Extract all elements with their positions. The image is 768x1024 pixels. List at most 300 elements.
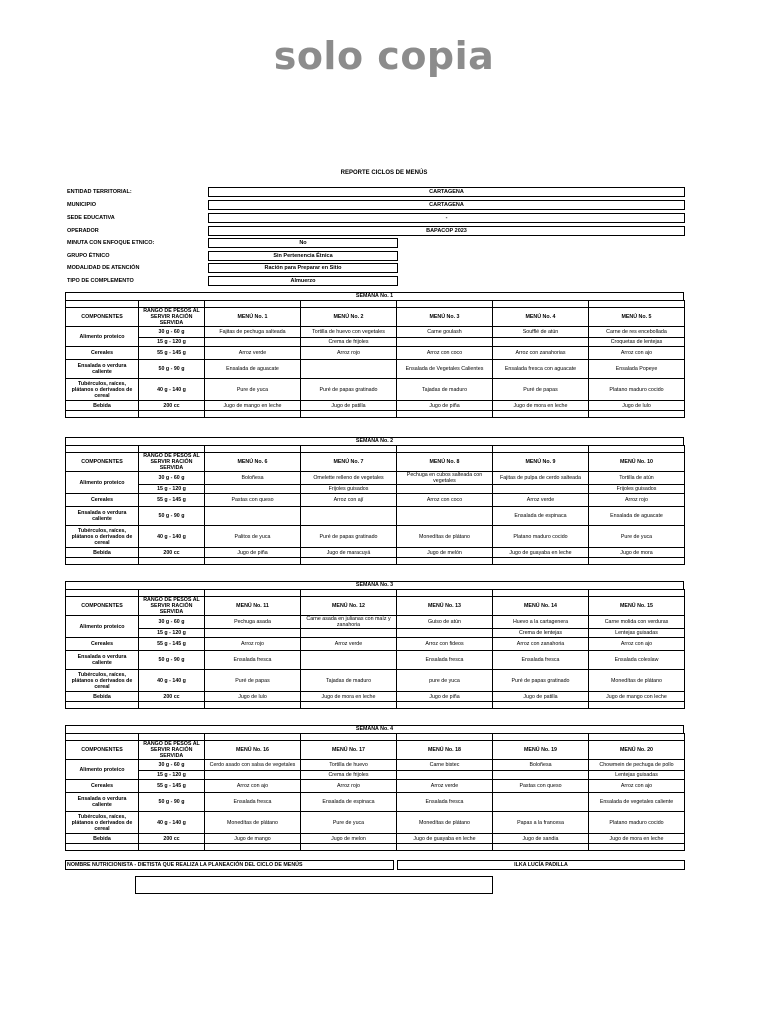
menu-header: MENÚ No. 15 bbox=[589, 597, 685, 616]
component-label: Alimento proteico bbox=[66, 760, 139, 780]
dish-cell: Arroz verde bbox=[301, 638, 397, 651]
empty-cell bbox=[205, 411, 301, 418]
dish-cell: Pastas con queso bbox=[493, 780, 589, 793]
dish-cell bbox=[205, 507, 301, 526]
dish-cell: Arroz verde bbox=[205, 347, 301, 360]
dish-cell: Ensalada de espinaca bbox=[493, 507, 589, 526]
dish-cell: Arroz rojo bbox=[205, 638, 301, 651]
dish-cell: pure de yuca bbox=[397, 670, 493, 692]
dish-cell: Tajadas de maduro bbox=[397, 379, 493, 401]
dish-cell: Jugo de guayaba en leche bbox=[397, 834, 493, 844]
range-cell: 50 g - 90 g bbox=[139, 507, 205, 526]
spacer-row bbox=[66, 301, 685, 308]
info-label: MODALIDAD DE ATENCIÓN bbox=[67, 265, 140, 271]
range-cell: 40 g - 140 g bbox=[139, 379, 205, 401]
watermark-text: solo copia bbox=[273, 34, 495, 78]
component-label: Bebida bbox=[66, 692, 139, 702]
empty-cell bbox=[66, 558, 139, 565]
component-label: Alimento proteico bbox=[66, 616, 139, 638]
range-cell: 30 g - 60 g bbox=[139, 472, 205, 485]
week-block bbox=[65, 437, 684, 565]
component-label: Bebida bbox=[66, 548, 139, 558]
table-row bbox=[66, 793, 685, 812]
table-row bbox=[66, 812, 685, 834]
dish-cell bbox=[493, 793, 589, 812]
empty-cell bbox=[397, 734, 493, 741]
spacer-row bbox=[66, 590, 685, 597]
table-row bbox=[66, 360, 685, 379]
spacer-row bbox=[66, 702, 685, 709]
empty-cell bbox=[139, 301, 205, 308]
dish-cell: Arroz con ají bbox=[301, 494, 397, 507]
info-row bbox=[67, 187, 687, 197]
empty-cell bbox=[139, 411, 205, 418]
dish-cell: Monedítas de plátano bbox=[397, 812, 493, 834]
info-row bbox=[67, 238, 687, 248]
table-row bbox=[66, 780, 685, 793]
menu-table bbox=[65, 445, 685, 565]
table-header-row bbox=[66, 741, 685, 760]
dish-cell: Jugo de patilla bbox=[301, 401, 397, 411]
col-components-header: COMPONENTES bbox=[66, 597, 139, 616]
info-row bbox=[67, 226, 687, 236]
dish-cell: Ensalada fresca bbox=[397, 651, 493, 670]
dish-cell bbox=[397, 629, 493, 638]
dish-cell: Crema de frijoles bbox=[301, 771, 397, 780]
empty-cell bbox=[205, 446, 301, 453]
table-row bbox=[66, 616, 685, 629]
table-row bbox=[66, 638, 685, 651]
table-row bbox=[66, 548, 685, 558]
range-cell: 15 g - 120 g bbox=[139, 485, 205, 494]
menu-header: MENÚ No. 11 bbox=[205, 597, 301, 616]
dish-cell: Monedítas de plátano bbox=[589, 670, 685, 692]
dish-cell: Pure de yuca bbox=[589, 526, 685, 548]
dish-cell: Arroz con coco bbox=[397, 494, 493, 507]
range-cell: 55 g - 145 g bbox=[139, 638, 205, 651]
info-label: TIPO DE COMPLEMENTO bbox=[67, 278, 134, 284]
menu-header: MENÚ No. 1 bbox=[205, 308, 301, 327]
week-block bbox=[65, 581, 684, 709]
dish-cell: Jugo de mora en leche bbox=[493, 401, 589, 411]
dish-cell bbox=[301, 629, 397, 638]
table-row bbox=[66, 338, 685, 347]
menu-header: MENÚ No. 5 bbox=[589, 308, 685, 327]
dish-cell: Arroz verde bbox=[493, 494, 589, 507]
empty-cell bbox=[301, 558, 397, 565]
dish-cell: Papas a la francesa bbox=[493, 812, 589, 834]
dish-cell: Frijoles guisados bbox=[301, 485, 397, 494]
empty-cell bbox=[139, 844, 205, 851]
spacer-row bbox=[66, 558, 685, 565]
range-cell: 50 g - 90 g bbox=[139, 793, 205, 812]
info-value: BAPACOP 2023 bbox=[208, 226, 685, 236]
range-cell: 50 g - 90 g bbox=[139, 651, 205, 670]
empty-cell bbox=[205, 844, 301, 851]
dish-cell: Ensalada de vegetales caliente bbox=[589, 793, 685, 812]
empty-cell bbox=[66, 301, 139, 308]
table-row bbox=[66, 692, 685, 702]
dish-cell: Puré de papas gratinado bbox=[301, 379, 397, 401]
spacer-row bbox=[66, 734, 685, 741]
dish-cell: Ensalada de espinaca bbox=[301, 793, 397, 812]
range-cell: 55 g - 145 g bbox=[139, 780, 205, 793]
week-title: SEMANA No. 3 bbox=[65, 581, 684, 589]
empty-cell bbox=[397, 702, 493, 709]
dish-cell: Ensalada fresca bbox=[205, 651, 301, 670]
dish-cell: Tajadas de maduro bbox=[301, 670, 397, 692]
menu-header: MENÚ No. 13 bbox=[397, 597, 493, 616]
empty-cell bbox=[589, 301, 685, 308]
component-label: Cereales bbox=[66, 780, 139, 793]
menu-header: MENÚ No. 16 bbox=[205, 741, 301, 760]
dish-cell bbox=[397, 507, 493, 526]
empty-cell bbox=[493, 558, 589, 565]
empty-cell bbox=[301, 446, 397, 453]
nutritionist-name: ILKA LUCÍA PADILLA bbox=[397, 860, 685, 870]
dish-cell: Ensalada fresca bbox=[493, 651, 589, 670]
info-label: GRUPO ÉTNICO bbox=[67, 253, 110, 259]
dish-cell: Jugo de mora en leche bbox=[301, 692, 397, 702]
empty-cell bbox=[66, 844, 139, 851]
component-label: Ensalada o verdura caliente bbox=[66, 360, 139, 379]
component-label: Ensalada o verdura caliente bbox=[66, 507, 139, 526]
dish-cell: Carne goulash bbox=[397, 327, 493, 338]
empty-cell bbox=[139, 446, 205, 453]
dish-cell bbox=[493, 771, 589, 780]
dish-cell: Pure de yuca bbox=[301, 812, 397, 834]
component-label: Cereales bbox=[66, 494, 139, 507]
dish-cell: Jugo de patilla bbox=[493, 692, 589, 702]
empty-cell bbox=[205, 301, 301, 308]
dish-cell: Ensalada fresca bbox=[205, 793, 301, 812]
empty-cell bbox=[301, 702, 397, 709]
dish-cell: Monedítas de plátano bbox=[205, 812, 301, 834]
range-cell: 200 cc bbox=[139, 692, 205, 702]
dish-cell: Crema de lentejas bbox=[493, 629, 589, 638]
dish-cell: Guiso de atún bbox=[397, 616, 493, 629]
empty-cell bbox=[589, 411, 685, 418]
dish-cell: Pechuga asada bbox=[205, 616, 301, 629]
dish-cell: Jugo de lulo bbox=[589, 401, 685, 411]
empty-cell bbox=[397, 558, 493, 565]
dish-cell: Cerdo asado con salsa de vegetales bbox=[205, 760, 301, 771]
range-cell: 40 g - 140 g bbox=[139, 812, 205, 834]
week-block bbox=[65, 292, 684, 418]
dish-cell: Huevo a la cartagenera bbox=[493, 616, 589, 629]
dish-cell: Ensalada de Vegetales Calientes bbox=[397, 360, 493, 379]
empty-cell bbox=[66, 411, 139, 418]
dish-cell: Arroz con ajo bbox=[205, 780, 301, 793]
empty-cell bbox=[589, 590, 685, 597]
menu-header: MENÚ No. 7 bbox=[301, 453, 397, 472]
col-components-header: COMPONENTES bbox=[66, 308, 139, 327]
table-row bbox=[66, 327, 685, 338]
dish-cell bbox=[397, 771, 493, 780]
dish-cell: Carne de res encebollada bbox=[589, 327, 685, 338]
info-value: Sin Pertenencia Étnica bbox=[208, 251, 398, 261]
dish-cell: Tortilla de huevo con vegetales bbox=[301, 327, 397, 338]
empty-cell bbox=[139, 702, 205, 709]
empty-cell bbox=[66, 702, 139, 709]
dish-cell: Arroz rojo bbox=[301, 780, 397, 793]
menu-header: MENÚ No. 20 bbox=[589, 741, 685, 760]
empty-cell bbox=[397, 844, 493, 851]
signature-box bbox=[135, 876, 493, 894]
dish-cell: Platano maduro cocido bbox=[589, 379, 685, 401]
dish-cell: Fajitas de pechuga salteada bbox=[205, 327, 301, 338]
dish-cell: Pure de yuca bbox=[205, 379, 301, 401]
col-components-header: COMPONENTES bbox=[66, 453, 139, 472]
dish-cell: Arroz con ajo bbox=[589, 347, 685, 360]
empty-cell bbox=[589, 558, 685, 565]
info-value: - bbox=[208, 213, 685, 223]
table-row bbox=[66, 347, 685, 360]
dish-cell: Arroz con zanahoria bbox=[493, 638, 589, 651]
table-header-row bbox=[66, 453, 685, 472]
range-cell: 15 g - 120 g bbox=[139, 338, 205, 347]
empty-cell bbox=[493, 446, 589, 453]
report-title: REPORTE CICLOS DE MENÚS bbox=[340, 170, 428, 176]
dish-cell: Jugo de piña bbox=[397, 692, 493, 702]
dish-cell: Arroz verde bbox=[397, 780, 493, 793]
table-row bbox=[66, 771, 685, 780]
dish-cell: Carne asada en julianas con maíz y zanahoria bbox=[301, 616, 397, 629]
menu-header: MENÚ No. 9 bbox=[493, 453, 589, 472]
menu-header: MENÚ No. 14 bbox=[493, 597, 589, 616]
dish-cell bbox=[301, 360, 397, 379]
menu-header: MENÚ No. 10 bbox=[589, 453, 685, 472]
dish-cell: Carne molida con verduras bbox=[589, 616, 685, 629]
week-title: SEMANA No. 1 bbox=[65, 292, 684, 300]
empty-cell bbox=[139, 734, 205, 741]
range-cell: 40 g - 140 g bbox=[139, 670, 205, 692]
dish-cell bbox=[397, 485, 493, 494]
empty-cell bbox=[139, 558, 205, 565]
dish-cell: Jugo de guayaba en leche bbox=[493, 548, 589, 558]
info-value: CARTAGENA bbox=[208, 200, 685, 210]
dish-cell: Arroz rojo bbox=[301, 347, 397, 360]
menu-header: MENÚ No. 12 bbox=[301, 597, 397, 616]
dish-cell: Carne bistec bbox=[397, 760, 493, 771]
empty-cell bbox=[589, 734, 685, 741]
empty-cell bbox=[205, 734, 301, 741]
table-row bbox=[66, 629, 685, 638]
component-label: Tubérculos, raíces, plátanos o derivados de cereal bbox=[66, 379, 139, 401]
spacer-row bbox=[66, 446, 685, 453]
empty-cell bbox=[397, 411, 493, 418]
col-range-header: RANGO DE PESOS AL SERVIR RACIÓN SERVIDA bbox=[139, 597, 205, 616]
menu-header: MENÚ No. 18 bbox=[397, 741, 493, 760]
dish-cell: Croquetas de lentejas bbox=[589, 338, 685, 347]
menu-header: MENÚ No. 17 bbox=[301, 741, 397, 760]
dish-cell: Lentejas guisadas bbox=[589, 771, 685, 780]
dish-cell: Puré de papas bbox=[205, 670, 301, 692]
menu-header: MENÚ No. 4 bbox=[493, 308, 589, 327]
table-row bbox=[66, 760, 685, 771]
dish-cell: Monedítas de plátano bbox=[397, 526, 493, 548]
col-range-header: RANGO DE PESOS AL SERVIR RACIÓN SERVIDA bbox=[139, 308, 205, 327]
empty-cell bbox=[205, 590, 301, 597]
dish-cell: Pechuga en cubos salteada con vegetales bbox=[397, 472, 493, 485]
table-row bbox=[66, 401, 685, 411]
empty-cell bbox=[493, 301, 589, 308]
table-row bbox=[66, 507, 685, 526]
component-label: Tubérculos, raíces, plátanos o derivados de cereal bbox=[66, 526, 139, 548]
dish-cell: Fajitas de pulpa de cerdo salteada bbox=[493, 472, 589, 485]
dish-cell: Puré de papas gratinado bbox=[301, 526, 397, 548]
range-cell: 200 cc bbox=[139, 401, 205, 411]
dish-cell bbox=[493, 338, 589, 347]
info-label: MUNICIPIO bbox=[67, 202, 97, 208]
range-cell: 15 g - 120 g bbox=[139, 771, 205, 780]
dish-cell: Jugo de mora bbox=[589, 548, 685, 558]
empty-cell bbox=[493, 734, 589, 741]
week-block bbox=[65, 725, 684, 851]
component-label: Bebida bbox=[66, 834, 139, 844]
col-components-header: COMPONENTES bbox=[66, 741, 139, 760]
dish-cell: Chowmein de pechuga de pollo bbox=[589, 760, 685, 771]
dish-cell: Arroz rojo bbox=[589, 494, 685, 507]
range-cell: 30 g - 60 g bbox=[139, 327, 205, 338]
dish-cell: Arroz con coco bbox=[397, 347, 493, 360]
dish-cell: Ensalada Popeye bbox=[589, 360, 685, 379]
dish-cell: Ensalada de aguacate bbox=[205, 360, 301, 379]
dish-cell: Arroz con ajo bbox=[589, 780, 685, 793]
range-cell: 200 cc bbox=[139, 834, 205, 844]
empty-cell bbox=[301, 411, 397, 418]
empty-cell bbox=[397, 590, 493, 597]
menu-table bbox=[65, 733, 685, 851]
component-label: Tubérculos, raíces, plátanos o derivados de cereal bbox=[66, 812, 139, 834]
dish-cell: Platano maduro cocido bbox=[589, 812, 685, 834]
empty-cell bbox=[205, 558, 301, 565]
menu-header: MENÚ No. 3 bbox=[397, 308, 493, 327]
info-row bbox=[67, 263, 687, 273]
menu-header: MENÚ No. 6 bbox=[205, 453, 301, 472]
info-value: No bbox=[208, 238, 398, 248]
range-cell: 200 cc bbox=[139, 548, 205, 558]
range-cell: 55 g - 145 g bbox=[139, 494, 205, 507]
empty-cell bbox=[493, 844, 589, 851]
col-range-header: RANGO DE PESOS AL SERVIR RACIÓN SERVIDA bbox=[139, 453, 205, 472]
dish-cell: Arroz con zanahorias bbox=[493, 347, 589, 360]
menu-header: MENÚ No. 2 bbox=[301, 308, 397, 327]
info-row bbox=[67, 251, 687, 261]
dish-cell: Jugo de lulo bbox=[205, 692, 301, 702]
dish-cell bbox=[205, 338, 301, 347]
table-row bbox=[66, 651, 685, 670]
dish-cell: Jugo de mango con leche bbox=[589, 692, 685, 702]
empty-cell bbox=[493, 411, 589, 418]
range-cell: 30 g - 60 g bbox=[139, 616, 205, 629]
range-cell: 50 g - 90 g bbox=[139, 360, 205, 379]
empty-cell bbox=[301, 590, 397, 597]
dish-cell: Platano maduro cocido bbox=[493, 526, 589, 548]
info-row bbox=[67, 276, 687, 286]
dish-cell: Ensalada fresca con aguacate bbox=[493, 360, 589, 379]
dish-cell bbox=[493, 485, 589, 494]
table-row bbox=[66, 526, 685, 548]
dish-cell: Tortilla de huevo bbox=[301, 760, 397, 771]
component-label: Bebida bbox=[66, 401, 139, 411]
table-header-row bbox=[66, 597, 685, 616]
range-cell: 55 g - 145 g bbox=[139, 347, 205, 360]
dish-cell bbox=[205, 771, 301, 780]
dish-cell bbox=[205, 485, 301, 494]
empty-cell bbox=[205, 702, 301, 709]
info-row bbox=[67, 213, 687, 223]
dish-cell bbox=[301, 651, 397, 670]
range-cell: 15 g - 120 g bbox=[139, 629, 205, 638]
dish-cell: Tortilla de atún bbox=[589, 472, 685, 485]
dish-cell: Jugo de mango bbox=[205, 834, 301, 844]
dish-cell: Boloñesa bbox=[205, 472, 301, 485]
empty-cell bbox=[589, 844, 685, 851]
empty-cell bbox=[139, 590, 205, 597]
dish-cell: Jugo de mango en leche bbox=[205, 401, 301, 411]
empty-cell bbox=[301, 301, 397, 308]
dish-cell: Jugo de melón bbox=[397, 548, 493, 558]
week-title: SEMANA No. 2 bbox=[65, 437, 684, 445]
dish-cell: Arroz con fideos bbox=[397, 638, 493, 651]
dish-cell bbox=[301, 507, 397, 526]
component-label: Alimento proteico bbox=[66, 327, 139, 347]
dish-cell: Ensalada coleslaw bbox=[589, 651, 685, 670]
week-title: SEMANA No. 4 bbox=[65, 725, 684, 733]
spacer-row bbox=[66, 411, 685, 418]
menu-table bbox=[65, 589, 685, 709]
dish-cell: Arroz con ajo bbox=[589, 638, 685, 651]
component-label: Cereales bbox=[66, 638, 139, 651]
empty-cell bbox=[301, 734, 397, 741]
empty-cell bbox=[493, 590, 589, 597]
col-range-header: RANGO DE PESOS AL SERVIR RACIÓN SERVIDA bbox=[139, 741, 205, 760]
component-label: Tubérculos, raíces, plátanos o derivados de cereal bbox=[66, 670, 139, 692]
info-label: ENTIDAD TERRITORIAL: bbox=[67, 189, 132, 195]
spacer-row bbox=[66, 844, 685, 851]
empty-cell bbox=[66, 590, 139, 597]
dish-cell: Lentejas guisadas bbox=[589, 629, 685, 638]
dish-cell: Palitos de yuca bbox=[205, 526, 301, 548]
empty-cell bbox=[66, 446, 139, 453]
dish-cell: Puré de papas gratinado bbox=[493, 670, 589, 692]
table-row bbox=[66, 834, 685, 844]
component-label: Cereales bbox=[66, 347, 139, 360]
nutritionist-label: NOMBRE NUTRICIONISTA - DIETISTA QUE REALIZA LA PLANEACIÓN DEL CICLO DE MENÚS bbox=[65, 860, 394, 870]
dish-cell: Jugo de piña bbox=[397, 401, 493, 411]
info-value: Almuerzo bbox=[208, 276, 398, 286]
dish-cell: Omelette relleno de vegetales bbox=[301, 472, 397, 485]
dish-cell: Pastas con queso bbox=[205, 494, 301, 507]
component-label: Alimento proteico bbox=[66, 472, 139, 494]
empty-cell bbox=[589, 702, 685, 709]
empty-cell bbox=[589, 446, 685, 453]
info-value: Ración para Preparar en Sitio bbox=[208, 263, 398, 273]
range-cell: 40 g - 140 g bbox=[139, 526, 205, 548]
empty-cell bbox=[397, 446, 493, 453]
info-value: CARTAGENA bbox=[208, 187, 685, 197]
dish-cell: Jugo de maracuyá bbox=[301, 548, 397, 558]
dish-cell: Crema de frijoles bbox=[301, 338, 397, 347]
menu-header: MENÚ No. 8 bbox=[397, 453, 493, 472]
empty-cell bbox=[493, 702, 589, 709]
range-cell: 30 g - 60 g bbox=[139, 760, 205, 771]
dish-cell: Boloñesa bbox=[493, 760, 589, 771]
info-label: OPERADOR bbox=[67, 228, 99, 234]
empty-cell bbox=[301, 844, 397, 851]
table-row bbox=[66, 472, 685, 485]
